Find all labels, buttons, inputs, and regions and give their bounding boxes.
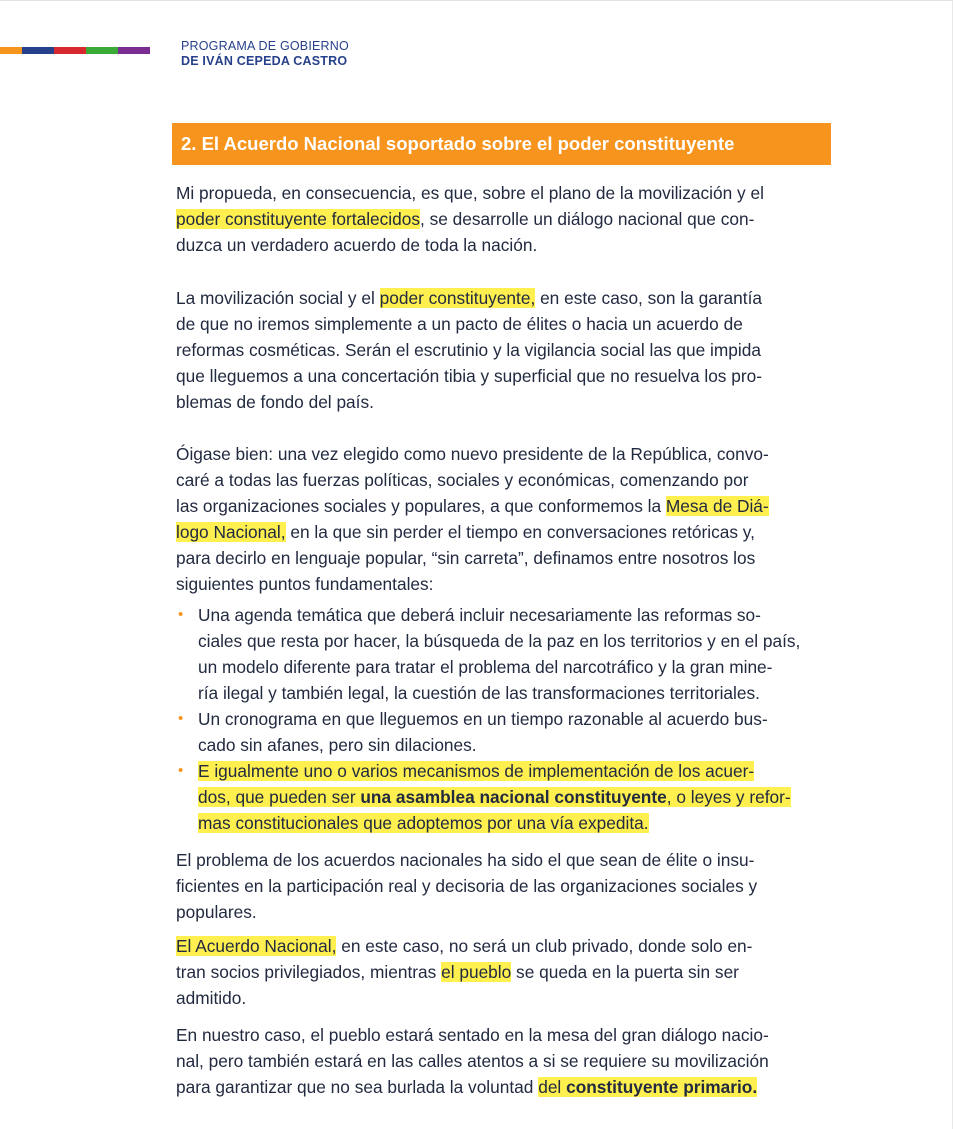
text: caré a todas las fuerzas políticas, sociales y económicas, comenzando por — [176, 470, 749, 490]
section-heading: 2. El Acuerdo Nacional soportado sobre el poder constituyente — [172, 123, 831, 165]
text: siguientes puntos fundamentales: — [176, 574, 434, 594]
bold-text: una asamblea nacional constituyente — [360, 787, 667, 807]
text: se queda en la puerta sin ser — [511, 962, 739, 982]
text: admitido. — [176, 988, 247, 1008]
paragraph-5 — [176, 933, 826, 1011]
text: Mi propueda, en consecuencia, es que, sobre el plano de la movilización y el — [176, 183, 764, 203]
stripe-green — [86, 47, 118, 54]
highlight: El Acuerdo Nacional, — [176, 936, 337, 956]
highlight: poder constituyente, — [379, 288, 536, 308]
text: que lleguemos a una concertación tibia y superficial que no resuelva los pro- — [176, 366, 762, 386]
list-item — [176, 602, 831, 706]
text: para decirlo en lenguaje popular, “sin carreta”, definamos entre nosotros los — [176, 548, 756, 568]
bold-text: constituyente primario. — [566, 1077, 758, 1097]
text: En nuestro caso, el pueblo estará sentado en la mesa del gran diálogo nacio- — [176, 1025, 769, 1045]
text: las organizaciones sociales y populares, a que conformemos la — [176, 496, 666, 516]
highlight — [538, 1077, 757, 1097]
text: reformas cosméticas. Serán el escrutinio y la vigilancia social las que impida — [176, 340, 761, 360]
text: en este caso, son la garantía — [535, 288, 762, 308]
bullet-icon: • — [178, 762, 184, 779]
text: mas constitucionales que adoptemos por una vía expedita. — [198, 813, 649, 833]
paragraph-3 — [176, 441, 826, 597]
paragraph-6 — [176, 1022, 826, 1100]
text: para garantizar que no sea burlada la voluntad — [176, 1077, 539, 1097]
text: cado sin afanes, pero sin dilaciones. — [198, 735, 477, 755]
text: en la que sin perder el tiempo en conversaciones retóricas y, — [285, 522, 755, 542]
text: La movilización social y el — [176, 288, 380, 308]
text: blemas de fondo del país. — [176, 392, 374, 412]
highlight — [198, 813, 649, 833]
text: Óigase bien: una vez elegido como nuevo presidente de la República, convo- — [176, 444, 769, 464]
text: Una agenda temática que deberá incluir necesariamente las reformas so- — [198, 605, 761, 625]
paragraph-2 — [176, 285, 826, 415]
text: en este caso, no será un club privado, donde solo en- — [336, 936, 753, 956]
text: E igualmente uno o varios mecanismos de implementación de los acuer- — [198, 761, 755, 781]
text: ciales que resta por hacer, la búsqueda de la paz en los territorios y en el país, — [198, 631, 801, 651]
highlight: poder constituyente fortalecidos — [176, 209, 421, 229]
text: del — [538, 1077, 567, 1097]
bullet-list — [176, 602, 831, 836]
paragraph-4 — [176, 847, 826, 925]
highlight — [198, 787, 791, 807]
text: de que no iremos simplemente a un pacto de élites o hacia un acuerdo de — [176, 314, 743, 334]
list-item — [176, 758, 831, 836]
text: Un cronograma en que lleguemos en un tiempo razonable al acuerdo bus- — [198, 709, 768, 729]
highlight: el pueblo — [441, 962, 512, 982]
bullet-icon: • — [178, 606, 184, 623]
text: populares. — [176, 902, 257, 922]
highlight — [198, 761, 754, 781]
text: ría ilegal y también legal, la cuestión de las transformaciones territoriales. — [198, 683, 760, 703]
text: duzca un verdadero acuerdo de toda la nación. — [176, 235, 538, 255]
text: , se desarrolle un diálogo nacional que con- — [420, 209, 755, 229]
program-title: PROGRAMA DE GOBIERNO — [181, 39, 349, 53]
program-header — [181, 39, 349, 69]
stripe-purple — [118, 47, 150, 54]
highlight: logo Nacional, — [176, 522, 286, 542]
candidate-name: DE IVÁN CEPEDA CASTRO — [181, 54, 348, 68]
paragraph-1 — [176, 180, 826, 258]
highlight: Mesa de Diá- — [665, 496, 769, 516]
bullet-icon: • — [178, 710, 184, 727]
stripe-red — [54, 47, 86, 54]
text: , o leyes y refor- — [666, 787, 791, 807]
text: dos, que pueden ser — [198, 787, 361, 807]
text: tran socios privilegiados, mientras — [176, 962, 442, 982]
stripe-orange — [0, 47, 22, 54]
list-item — [176, 706, 831, 758]
text: ficientes en la participación real y decisoria de las organizaciones sociales y — [176, 876, 758, 896]
stripe-blue — [22, 47, 54, 54]
brand-color-stripe — [0, 47, 150, 54]
text: un modelo diferente para tratar el problema del narcotráfico y la gran mine- — [198, 657, 773, 677]
text: El problema de los acuerdos nacionales ha sido el que sean de élite o insu- — [176, 850, 755, 870]
text: nal, pero también estará en las calles atentos a si se requiere su movilización — [176, 1051, 769, 1071]
